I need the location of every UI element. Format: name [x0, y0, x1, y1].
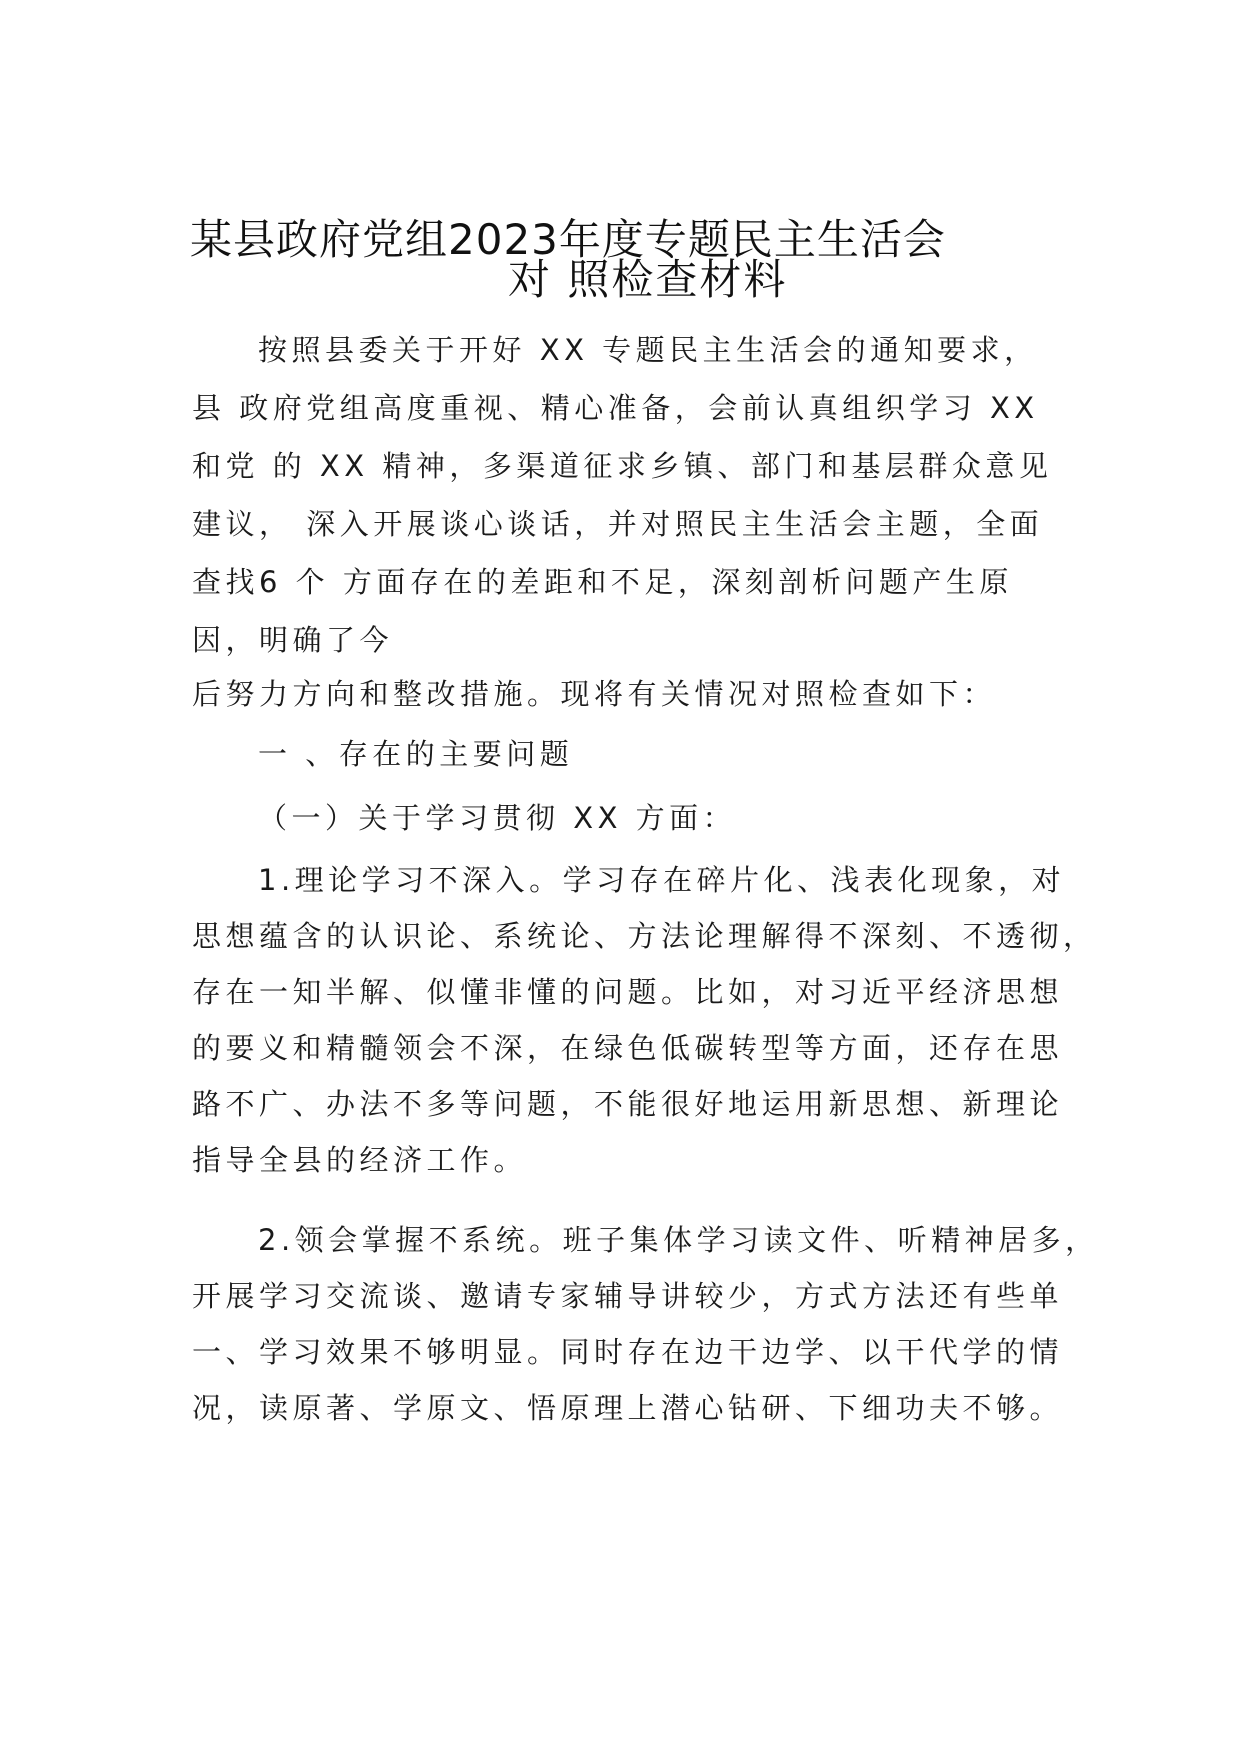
body-line: 后努力方向和整改措施。现将有关情况对照检查如下： [192, 677, 997, 711]
body-line: 存在一知半解、似懂非懂的问题。比如，对习近平经济思想 [192, 975, 1064, 1009]
section-heading: 一 、存在的主要问题 [258, 737, 574, 771]
body-line: 开展学习交流谈、邀请专家辅导讲较少，方式方法还有些单 [192, 1279, 1064, 1313]
body-line: 按照县委关于开好 XX 专题民主生活会的通知要求， [258, 333, 1038, 367]
body-line: 和党 的 XX 精神，多渠道征求乡镇、部门和基层群众意见 [192, 449, 1053, 483]
document-title-line-1: 某县政府党组2023年度专题民主生活会 [190, 215, 946, 264]
subsection-heading: （一）关于学习贯彻 XX 方面： [258, 801, 737, 835]
body-line: 2.领会掌握不系统。班子集体学习读文件、听精神居多， [258, 1223, 1099, 1257]
body-line: 一、学习效果不够明显。同时存在边干边学、以干代学的情 [192, 1335, 1064, 1369]
body-line: 因，明确了今 [192, 623, 394, 657]
body-line: 指导全县的经济工作。 [192, 1143, 528, 1177]
body-line: 建议， 深入开展谈心谈话，并对照民主生活会主题，全面 [192, 507, 1044, 541]
body-line: 县 政府党组高度重视、精心准备，会前认真组织学习 XX [192, 391, 1039, 425]
body-line: 的要义和精髓领会不深，在绿色低碳转型等方面，还存在思 [192, 1031, 1064, 1065]
body-line: 1.理论学习不深入。学习存在碎片化、浅表化现象，对 [258, 863, 1066, 897]
body-line: 路不广、办法不多等问题，不能很好地运用新思想、新理论 [192, 1087, 1064, 1121]
body-line: 况，读原著、学原文、悟原理上潜心钻研、下细功夫不够。 [192, 1391, 1064, 1425]
body-line: 思想蕴含的认识论、系统论、方法论理解得不深刻、不透彻， [192, 919, 1097, 953]
body-line: 查找6 个 方面存在的差距和不足，深刻剖析问题产生原 [192, 565, 1013, 599]
document-title-line-2: 对 照检查材料 [508, 255, 788, 304]
